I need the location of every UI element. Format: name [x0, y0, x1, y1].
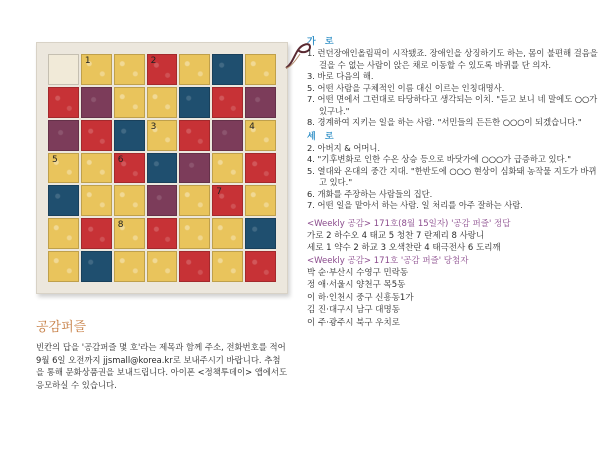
answers-heading: <Weekly 공감> 171호(8월 15일자) '공감 퍼즐' 정답	[307, 218, 511, 229]
across-clue: 5. 어떤 사람을 구체적인 이름 대신 이르는 인칭대명사.	[307, 82, 505, 93]
grid-cell	[81, 120, 112, 151]
cell-number: 1	[84, 56, 91, 66]
cell-number: 7	[216, 187, 223, 198]
grid-cell	[179, 153, 210, 184]
grid-cell	[48, 153, 79, 184]
across-clue: 1. 런던장애인올림픽이 시작됐죠. 장애인을 상징하기도 하는, 몸이 불편해 걸음을 걸을 수 없는 사람이 앉은 채로 이동할 수 있도록 바퀴를 단 의자.	[307, 48, 598, 70]
grid-cell	[114, 153, 145, 184]
grid-cell	[245, 185, 276, 216]
grid-cell	[245, 87, 276, 118]
grid-cell	[245, 218, 276, 249]
winner-entry: 김 진·대구시 남구 대명동	[307, 305, 400, 315]
grid-cell	[147, 87, 178, 118]
across-clue: 7. 어떤 면에서 그런대로 타당하다고 생각되는 이치. "듣고 보니 네 말에도 ○○가 있구나."	[307, 94, 598, 116]
crossword-grid	[48, 54, 276, 282]
across-heading: 가 로	[307, 37, 337, 47]
clues-panel	[307, 34, 603, 329]
winners-heading: <Weekly 공감> 171호 '공감 퍼즐' 당첨자	[307, 255, 469, 266]
grid-cell	[179, 185, 210, 216]
down-clue: 2. 아버지 & 어머니.	[307, 142, 381, 153]
grid-cell	[245, 54, 276, 85]
puzzle-title: 공감퍼즐	[36, 320, 87, 335]
down-clue: 6. 개화를 주장하는 사람들의 집단.	[307, 188, 433, 199]
winner-entry: 박 순·부산시 수영구 민락동	[307, 267, 409, 278]
down-clues	[307, 143, 603, 212]
grid-cell	[245, 251, 276, 282]
grid-cell	[48, 251, 79, 282]
puzzle-info	[36, 316, 288, 391]
grid-cell	[114, 185, 145, 216]
grid-cell	[212, 87, 243, 118]
grid-cell	[81, 54, 112, 85]
grid-cell	[212, 185, 243, 216]
grid-cell	[114, 120, 145, 151]
cell-number: 2	[150, 56, 157, 66]
grid-cell	[245, 120, 276, 151]
crossword-board	[36, 42, 288, 294]
puzzle-description: 빈칸의 답을 '공감퍼즐 몇 호'라는 제목과 함께 주소, 전화번호를 적어 9월 6일 오전까지 jjsmall@korea.kr로 보내주시기 바랍니다. 추첨을 통해 문화상품권을 보내드립니다. 아이폰 <정책투데이> 앱에서도 응모하실 수 있습니다.	[36, 342, 288, 390]
grid-cell	[179, 251, 210, 282]
grid-cell	[179, 120, 210, 151]
grid-cell	[179, 218, 210, 249]
grid-cell	[147, 251, 178, 282]
down-heading: 세 로	[307, 131, 337, 142]
down-clue: 4. "기후변화로 인한 수온 상승 등으로 바닷가에 ○○○가 급증하고 있다."	[307, 154, 572, 164]
grid-cell	[48, 54, 79, 85]
answers-down: 세로 1 약수 2 하교 3 오색찬란 4 태극전사 6 도리깨	[307, 243, 501, 253]
grid-cell	[147, 218, 178, 249]
winner-entry: 정 애·서울시 양천구 목5동	[307, 280, 406, 290]
winner-entry: 이 주·광주시 북구 우치로	[307, 317, 400, 328]
winner-entry: 이 하·인천시 중구 신흥동1가	[307, 292, 414, 303]
grid-cell	[212, 251, 243, 282]
cell-number: 4	[249, 121, 255, 132]
grid-cell	[81, 87, 112, 118]
cell-number: 3	[150, 121, 157, 132]
grid-cell	[212, 120, 243, 151]
grid-cell	[81, 185, 112, 216]
across-clue: 8. 경계하여 지키는 일을 하는 사람. "서민들의 든든한 ○○○이 되겠습니다."	[307, 117, 582, 127]
grid-cell	[114, 218, 145, 249]
cell-number: 6	[117, 154, 124, 165]
grid-cell	[81, 251, 112, 282]
grid-cell	[147, 185, 178, 216]
across-clues	[307, 48, 603, 129]
cell-number: 8	[117, 220, 124, 231]
grid-cell	[245, 153, 276, 184]
grid-cell	[48, 120, 79, 151]
answers-section	[307, 218, 603, 330]
grid-cell	[114, 251, 145, 282]
winners-list	[307, 267, 603, 330]
grid-cell	[48, 185, 79, 216]
grid-cell	[212, 153, 243, 184]
grid-cell	[212, 54, 243, 85]
grid-cell	[81, 153, 112, 184]
grid-cell	[147, 54, 178, 85]
grid-cell	[179, 54, 210, 85]
grid-cell	[114, 54, 145, 85]
grid-cell	[48, 87, 79, 118]
across-clue: 3. 바로 다음의 해.	[307, 71, 374, 81]
grid-cell	[114, 87, 145, 118]
down-clue: 7. 어떤 일을 맡아서 하는 사람. 일 처리를 아주 잘하는 사람.	[307, 200, 523, 210]
grid-cell	[179, 87, 210, 118]
grid-cell	[212, 218, 243, 249]
grid-cell	[147, 153, 178, 184]
cell-number: 5	[52, 154, 58, 165]
down-clue: 5. 열대와 온대의 중간 지대. "한반도에 ○○○ 현상이 심화돼 농작물 지도가 바뀌고 있다."	[307, 165, 597, 187]
grid-cell	[48, 218, 79, 249]
grid-cell	[81, 218, 112, 249]
answers-across: 가로 2 하수오 4 태교 5 청찬 7 란제리 8 사랑니	[307, 230, 485, 241]
grid-cell	[147, 120, 178, 151]
